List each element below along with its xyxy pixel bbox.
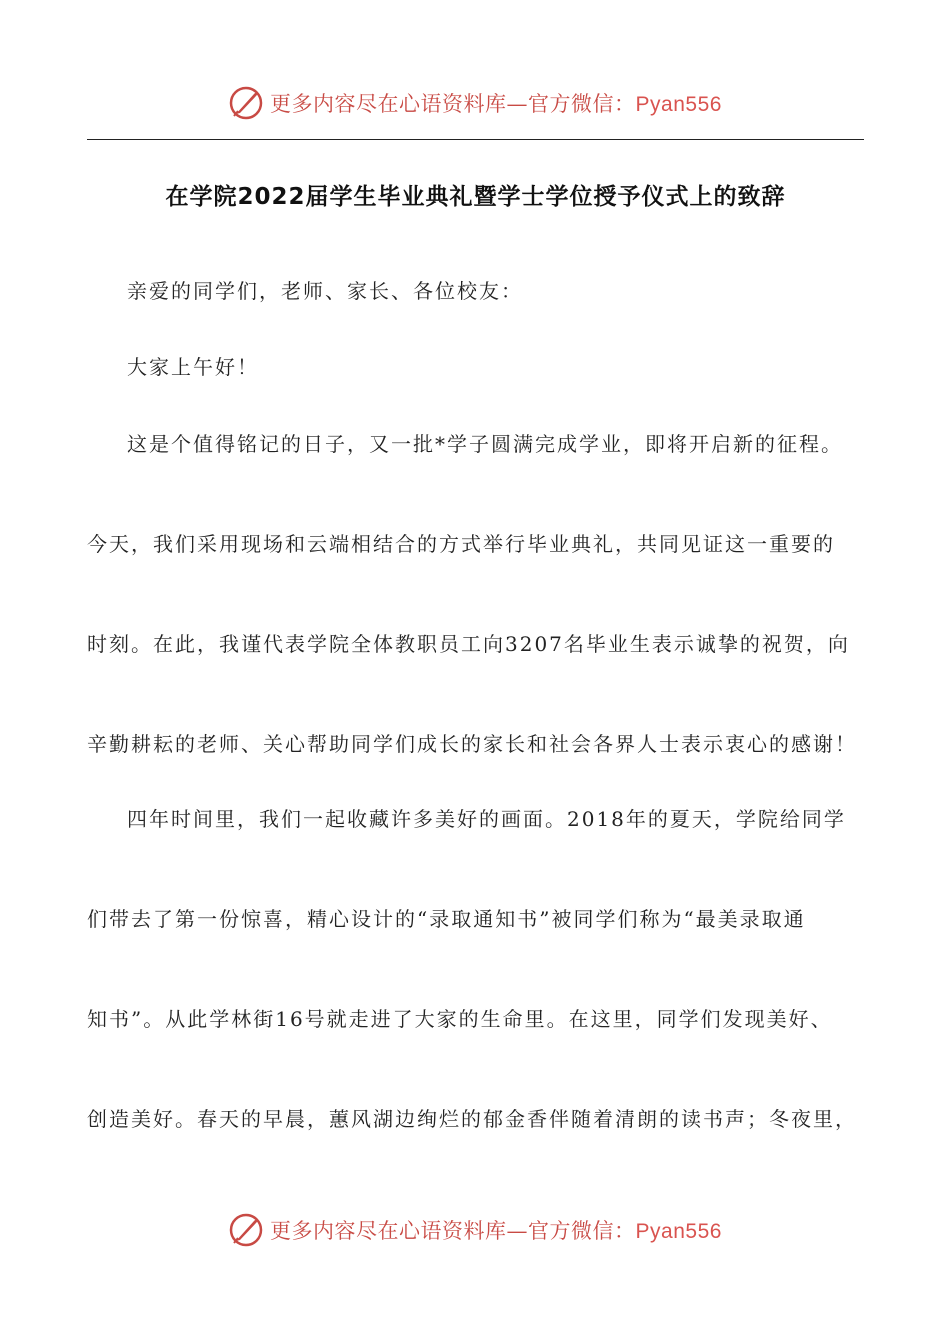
footer-banner-text xyxy=(270,1215,722,1245)
body-line: 知书”。从此学林街16号就走进了大家的生命里。在这里，同学们发现美好、 xyxy=(87,1007,833,1031)
header-banner-text xyxy=(270,88,722,118)
body-line: 大家上午好！ xyxy=(127,355,259,379)
header-banner xyxy=(0,83,950,123)
body-line: 时刻。在此，我谨代表学院全体教职员工向3207名毕业生表示诚挚的祝贺，向 xyxy=(87,632,850,656)
header-divider xyxy=(87,139,864,140)
body-line: 今天，我们采用现场和云端相结合的方式举行毕业典礼，共同见证这一重要的 xyxy=(87,532,835,556)
body-line: 们带去了第一份惊喜，精心设计的“录取通知书”被同学们称为“最美录取通 xyxy=(87,907,806,931)
footer-banner xyxy=(0,1210,950,1250)
body-line: 这是个值得铭记的日子，又一批*学子圆满完成学业，即将开启新的征程。 xyxy=(127,432,843,456)
quill-logo-icon xyxy=(228,1212,264,1248)
footer-banner-label: 更多内容尽在心语资料库—官方微信： xyxy=(270,1219,636,1243)
header-wechat-id: Pyan556 xyxy=(635,93,722,116)
body-line: 亲爱的同学们，老师、家长、各位校友： xyxy=(127,279,523,303)
footer-wechat-id: Pyan556 xyxy=(635,1220,722,1243)
document-title: 在学院2022届学生毕业典礼暨学士学位授予仪式上的致辞 xyxy=(165,184,786,210)
header-banner-label: 更多内容尽在心语资料库—官方微信： xyxy=(270,92,636,116)
body-line: 四年时间里，我们一起收藏许多美好的画面。2018年的夏天，学院给同学 xyxy=(127,807,846,831)
body-line: 创造美好。春天的早晨，蕙风湖边绚烂的郁金香伴随着清朗的读书声；冬夜里， xyxy=(87,1107,857,1131)
quill-logo-icon xyxy=(228,85,264,121)
body-line: 辛勤耕耘的老师、关心帮助同学们成长的家长和社会各界人士表示衷心的感谢！ xyxy=(87,732,857,756)
